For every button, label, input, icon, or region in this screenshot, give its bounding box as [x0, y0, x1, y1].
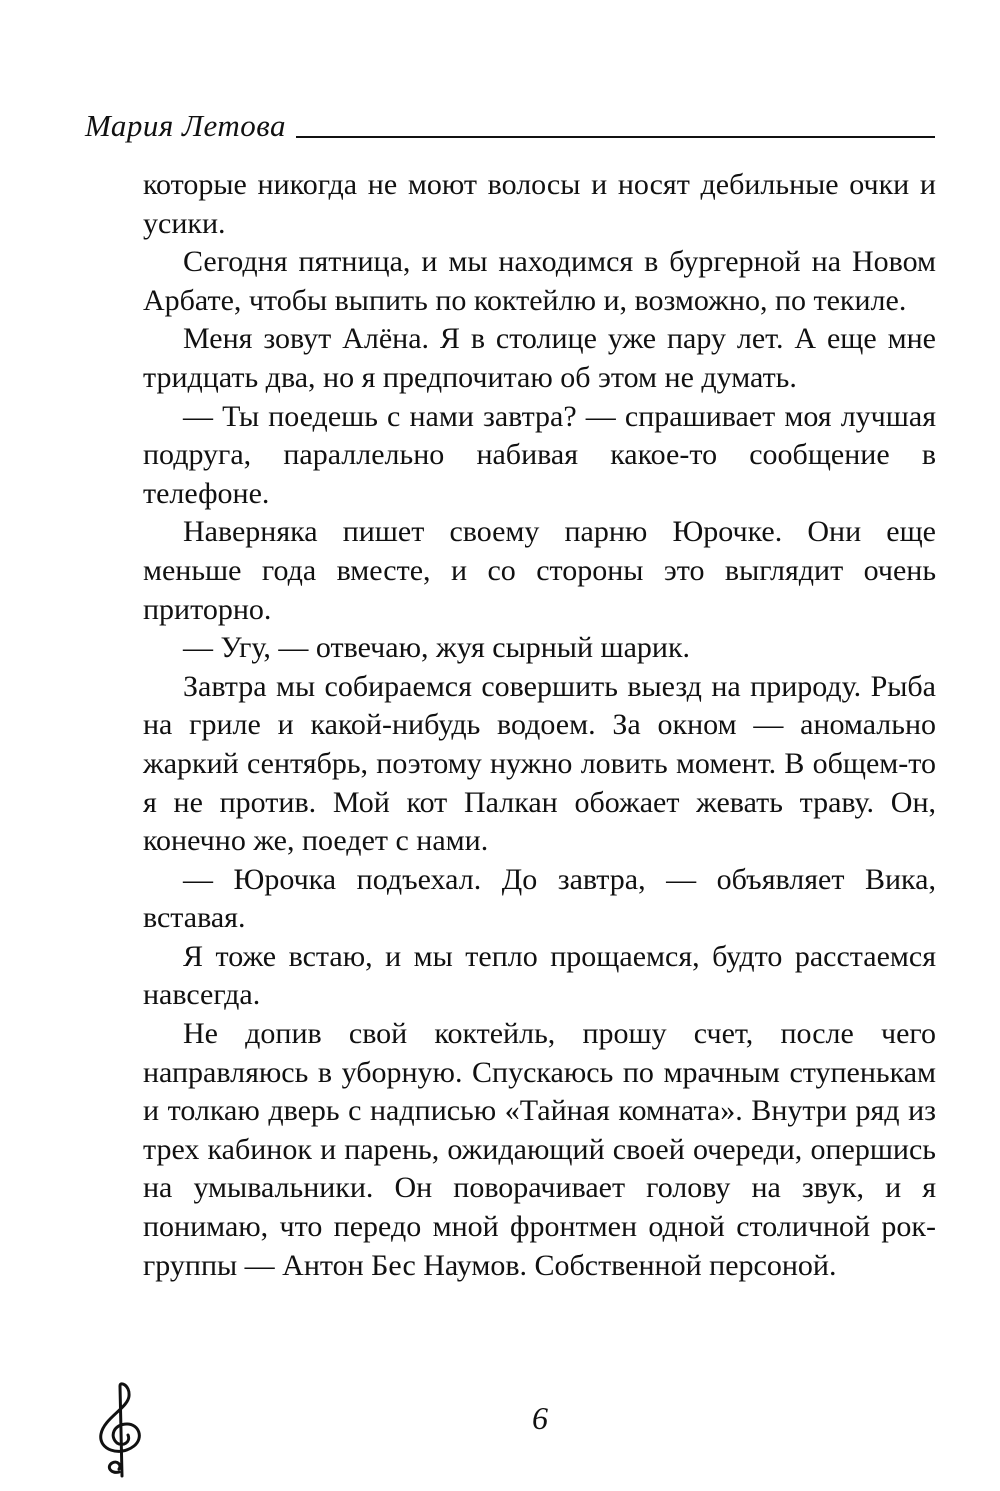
paragraph: — Ты поедешь с нами завтра? — спрашивает моя лучшая подруга, параллельно набивая какое-то сообщение в телефоне.: [143, 399, 936, 510]
paragraph: Меня зовут Алёна. Я в столице уже пару лет. А еще мне тридцать два, но я предпочитаю об этом не думать.: [143, 322, 936, 394]
paragraph: — Юрочка подъехал. До завтра, — объявляет Вика, вставая.: [143, 862, 936, 935]
paragraph: Я тоже встаю, и мы тепло прощаемся, будто расстаемся навсегда.: [143, 939, 936, 1012]
treble-clef-icon: [92, 1382, 152, 1478]
header-rule: [296, 136, 935, 138]
paragraph: Не допив свой коктейль, прошу счет, после чего направляюсь в уборную. Спускаюсь по мрачным ступенькам и толкаю дверь с надписью «Тайная комната». Внутри ряд из трех кабинок и парень, ожидающий своей очереди, опершись на умывальники. Он поворачивает голову на звук, и я понимаю, что передо мной фронтмен одной столичной рок-группы — Антон Бес Наумов. Собственной персоной.: [143, 1017, 936, 1282]
page-footer: [0, 1370, 1000, 1480]
page-number: 6: [532, 1400, 548, 1436]
author-name: Мария Летова: [85, 108, 287, 143]
paragraph: Завтра мы собираемся совершить выезд на природу. Рыба на гриле и какой-нибудь водоем. За окном — аномально жаркий сентябрь, поэтому нужно ловить момент. В общем-то я не против. Мой кот Палкан обожает жевать траву. Он, конечно же, поедет с нами.: [143, 669, 936, 858]
running-header: [85, 107, 935, 143]
paragraph: — Угу, — отвечаю, жуя сырный шарик.: [183, 631, 691, 665]
paragraph: Сегодня пятница, и мы находимся в бургерной на Новом Арбате, чтобы выпить по коктейлю и, возможно, по текиле.: [143, 245, 936, 317]
text-body: [143, 166, 936, 1285]
paragraph: Наверняка пишет своему парню Юрочке. Они еще меньше года вместе, и со стороны это выглядит очень приторно.: [143, 515, 936, 626]
paragraph: которые никогда не моют волосы и носят дебильные очки и усики.: [143, 168, 936, 240]
